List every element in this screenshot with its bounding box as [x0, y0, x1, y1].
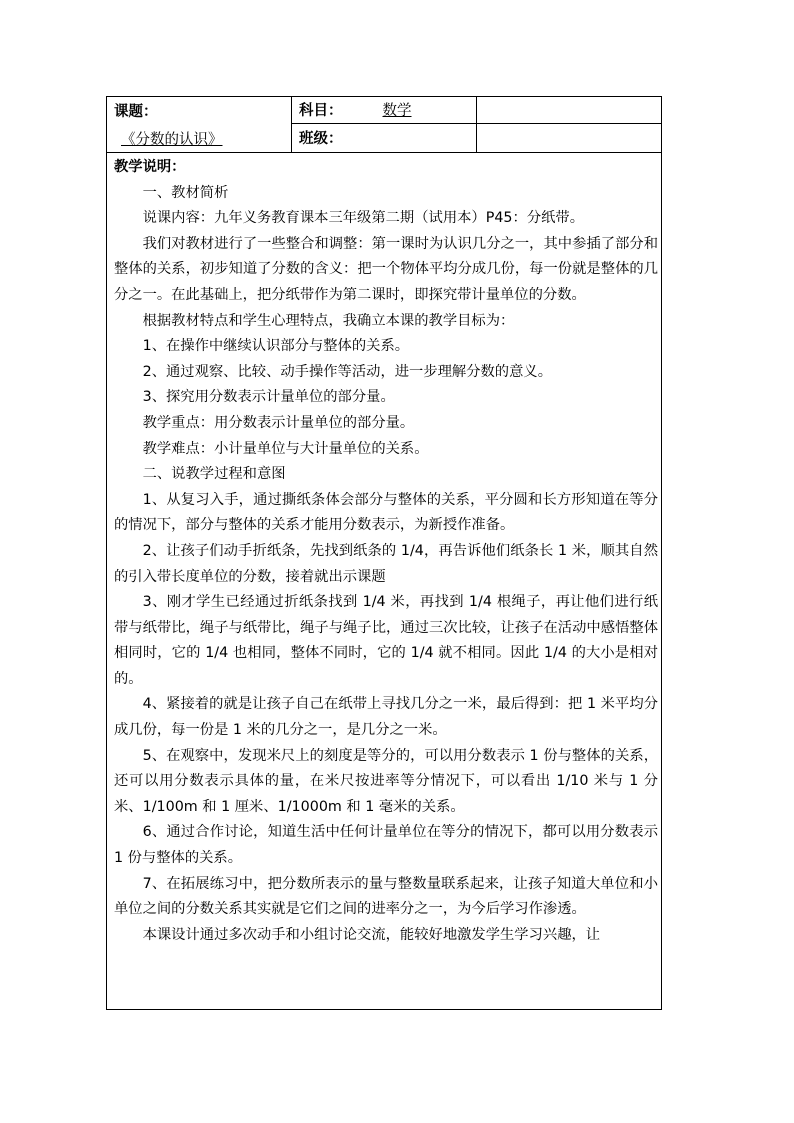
grid-divider — [291, 97, 292, 153]
topic-label: 课题： — [114, 104, 158, 120]
teaching-notes — [114, 155, 658, 948]
topic-value: 《分数的认识》 — [121, 132, 223, 148]
section-heading: 教学说明： — [114, 159, 186, 175]
paragraph: 教学重点：用分数表示计量单位的部分量。 — [142, 414, 415, 431]
paragraph: 二、说教学过程和意图 — [142, 466, 286, 483]
grid-divider — [107, 152, 661, 153]
paragraph: 我们对教材进行了一些整合和调整：第一课时为认识几分之一，其中参插了部分和整体的关系，初步知道了分数的含义：把一个物体平均分成几份，每一份就是整体的几分之一。在此基础上，把分纸带作为第二课时，即探究带计量单位的分数。 — [114, 235, 658, 303]
paragraph: 根据教材特点和学生心理特点，我确立本课的教学目标为： — [142, 312, 515, 329]
subject-label: 科目： — [299, 103, 343, 119]
paragraph: 2、让孩子们动手折纸条，先找到纸条的 1/4，再告诉他们纸条长 1 米，顺其自然的引入带长度单位的分数，接着就出示课题 — [114, 542, 658, 585]
paragraph: 3、刚才学生已经通过折纸条找到 1/4 米，再找到 1/4 根绳子，再让他们进行纸带与纸带比，绳子与纸带比，绳子与绳子比，通过三次比较，让孩子在活动中感悟整体相同时，它的 1/4 也相同，整体不同时，它的 1/4 就不相同。因此 1/4 的大小是相对的。 — [114, 594, 658, 687]
paragraph: 3、探究用分数表示计量单位的部分量。 — [142, 389, 395, 406]
paragraph: 本课设计通过多次动手和小组讨论交流，能较好地激发学生学习兴趣，让 — [142, 926, 601, 943]
paragraph: 一、教材简析 — [142, 184, 229, 201]
paragraph: 说课内容：九年义务教育课本三年级第二期（试用本）P45：分纸带。 — [142, 210, 585, 227]
header-grid — [107, 97, 661, 153]
paragraph: 6、通过合作讨论，知道生活中任何计量单位在等分的情况下，都可以用分数表示 1 份与整体的关系。 — [114, 824, 658, 867]
paragraph: 教学难点：小计量单位与大计量单位的关系。 — [142, 440, 429, 457]
class-label: 班级： — [299, 131, 343, 147]
paragraph: 4、紧接着的就是让孩子自己在纸带上寻找几分之一米，最后得到：把 1 米平均分成几份，每一份是 1 米的几分之一，是几分之一米。 — [114, 696, 658, 739]
paragraph: 2、通过观察、比较、动手操作等活动，进一步理解分数的意义。 — [142, 363, 552, 380]
subject-value: 数学 — [382, 103, 412, 119]
paragraph: 7、在拓展练习中，把分数所表示的量与整数量联系起来，让孩子知道大单位和小单位之间的分数关系其实就是它们之间的进率分之一，为今后学习作渗透。 — [114, 875, 658, 918]
paragraph: 5、在观察中，发现米尺上的刻度是等分的，可以用分数表示 1 份与整体的关系，还可以用分数表示具体的量，在米尺按进率等分情况下，可以看出 1/10 米与 1 分米、1/100m 和 1 厘米、1/1000m 和 1 毫米的关系。 — [114, 747, 658, 815]
paragraph: 1、在操作中继续认识部分与整体的关系。 — [142, 338, 410, 355]
grid-divider — [291, 123, 661, 124]
paragraph: 1、从复习入手，通过撕纸条体会部分与整体的关系，平分圆和长方形知道在等分的情况下，部分与整体的关系才能用分数表示，为新授作准备。 — [114, 491, 658, 534]
grid-divider — [476, 97, 477, 153]
lesson-plan-table — [106, 96, 662, 1010]
